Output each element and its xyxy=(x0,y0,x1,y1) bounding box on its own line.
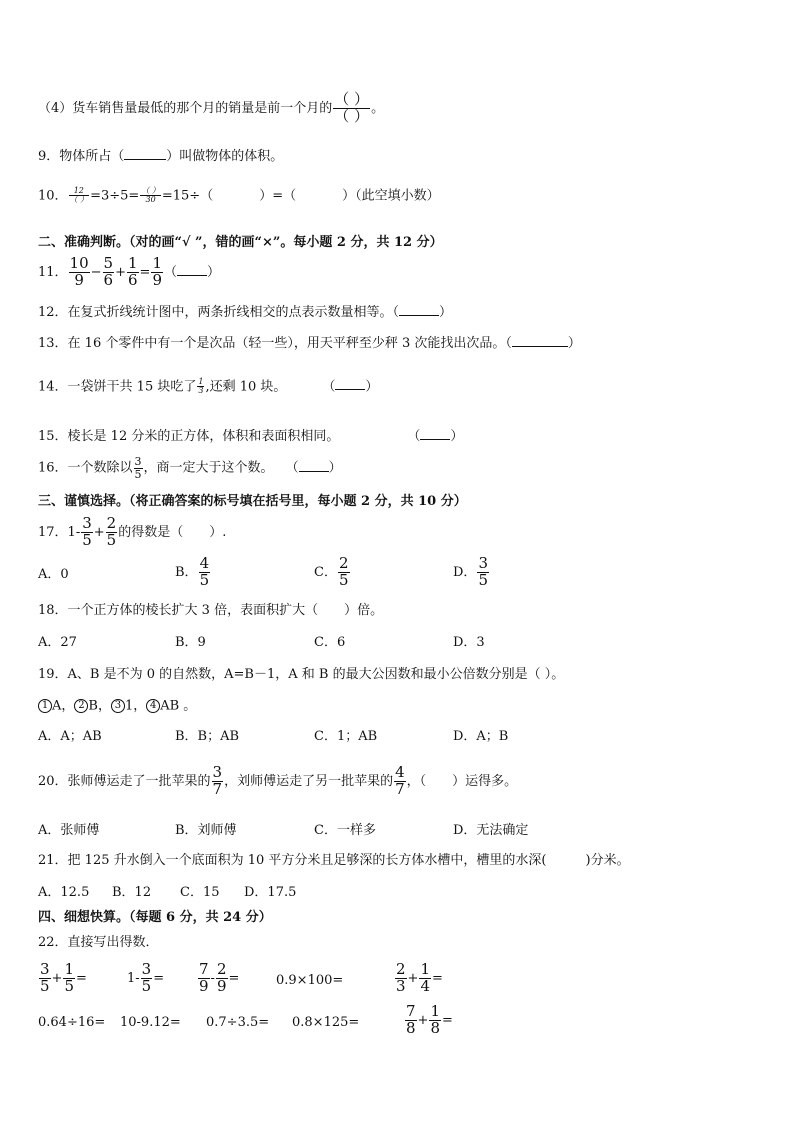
q11-fraction-d: $\frac{1}{9}$ xyxy=(152,254,162,289)
circled-number-3: 3 xyxy=(111,699,125,713)
circled-number-1: 1 xyxy=(38,699,52,713)
calc-1-3: $\frac{7}{9}$ - $\frac{2}{9}$ = xyxy=(199,960,240,995)
q20-option-c[interactable]: C．一样多 xyxy=(314,823,376,838)
q21-option-c[interactable]: C．15 xyxy=(180,885,220,900)
question-22: 22．直接写出得数． xyxy=(38,935,159,950)
q8-4-fraction: （ ） （ ） xyxy=(334,90,370,125)
q19-option-d[interactable]: D．A；B xyxy=(453,729,509,744)
question-8-4: （4）货车销售量最低的那个月的销量是前一个月的 （ ） （ ） 。 xyxy=(38,90,385,125)
q11-fraction-b: $\frac{5}{6}$ xyxy=(103,254,114,289)
question-16: 16．一个数除以 $\frac{3}{5}$ ，商一定大于这个数。 （ ） xyxy=(38,455,342,481)
question-18: 18．一个正方体的棱长扩大 3 倍，表面积扩大（ ）倍。 xyxy=(38,603,384,618)
q9-answer-blank[interactable] xyxy=(124,148,166,160)
question-12: 12．在复式折线统计图中，两条折线相交的点表示数量相等。（ ） xyxy=(38,305,453,320)
q20-option-a[interactable]: A．张师傅 xyxy=(38,823,100,838)
q20-fraction-a: $\frac{3}{7}$ xyxy=(212,763,223,798)
section-4-heading: 四、细想快算。（每题 6 分，共 24 分） xyxy=(38,910,272,925)
calc-1-2: 1- $\frac{3}{5}$ = xyxy=(127,960,165,995)
q11-fraction-a: $\frac{10}{9}$ xyxy=(69,254,89,289)
q21-option-b[interactable]: B．12 xyxy=(112,885,152,900)
calc-1-5: $\frac{2}{3}$ + $\frac{1}{4}$ = xyxy=(396,960,443,995)
q21-option-a[interactable]: A．12.5 xyxy=(38,885,90,900)
q20-option-d[interactable]: D．无法确定 xyxy=(453,823,529,838)
circled-number-4: 4 xyxy=(146,699,160,713)
q19-items: 1 A， 2 B， 3 1， 4 AB 。 xyxy=(38,699,196,713)
calc-2-2: 10-9.12= xyxy=(120,1015,181,1030)
q19-option-a[interactable]: A．A；AB xyxy=(38,729,102,744)
question-10: 10． 12 （ ） =3÷5= （ ） 30 =15÷（ ）=（ ）（此空填小数） xyxy=(38,186,440,205)
question-14: 14．一袋饼干共 15 块吃了 $\frac{1}{3}$ ,还剩 10 块。 （ ） xyxy=(38,377,379,396)
q11-fraction-c: $\frac{1}{6}$ xyxy=(128,254,138,289)
calc-2-5: $\frac{7}{8}$ + $\frac{1}{8}$ = xyxy=(406,1002,453,1037)
question-20: 20．张师傅运走了一批苹果的 $\frac{3}{7}$ ，刘师傅运走了另一批苹果的 $\frac{4}{7}$ ，（ ）运得多。 xyxy=(38,763,518,798)
q17-option-a[interactable]: A．0 xyxy=(38,567,69,582)
question-17: 17．1- $\frac{3}{5}$ + $\frac{2}{5}$ 的得数是（ ）. xyxy=(38,514,227,549)
q11-answer-blank[interactable] xyxy=(177,264,207,276)
q17-fraction-b: $\frac{2}{5}$ xyxy=(106,514,117,549)
q18-option-d[interactable]: D．3 xyxy=(453,635,485,650)
circled-number-2: 2 xyxy=(74,699,88,713)
q13-answer-blank[interactable] xyxy=(512,335,568,347)
q14-fraction: $\frac{1}{3}$ xyxy=(198,377,204,396)
q21-option-d[interactable]: D．17.5 xyxy=(244,885,297,900)
q10-fraction-1: 12 （ ） xyxy=(69,186,89,205)
calc-1-1: $\frac{3}{5}$ + $\frac{1}{5}$ = xyxy=(40,960,87,995)
q16-fraction: $\frac{3}{5}$ xyxy=(134,455,142,481)
section-3-heading: 三、谨慎选择。（将正确答案的标号填在括号里，每小题 2 分，共 10 分） xyxy=(38,494,467,509)
q17-option-b[interactable]: B． $\frac{4}{5}$ xyxy=(175,554,210,589)
q18-option-c[interactable]: C．6 xyxy=(314,635,346,650)
question-19: 19．A、B 是不为 0 的自然数，A=B－1，A 和 B 的最大公因数和最小公倍数分别是（ ）。 xyxy=(38,667,565,682)
q20-fraction-b: $\frac{4}{7}$ xyxy=(395,763,405,798)
question-13: 13．在 16 个零件中有一个是次品（轻一些），用天平秤至少秤 3 次能找出次品。（ ） xyxy=(38,336,581,351)
q17-option-d[interactable]: D． $\frac{3}{5}$ xyxy=(453,554,488,589)
calc-2-4: 0.8×125= xyxy=(292,1015,360,1030)
q19-option-c[interactable]: C．1；AB xyxy=(314,729,378,744)
calc-2-3: 0.7÷3.5= xyxy=(206,1015,270,1030)
q20-option-b[interactable]: B．刘师傅 xyxy=(175,823,237,838)
question-21: 21．把 125 升水倒入一个底面积为 10 平方分米且足够深的长方体水槽中，槽里的水深( )分米。 xyxy=(38,853,630,868)
q18-option-a[interactable]: A．27 xyxy=(38,635,77,650)
question-11: 11． $\frac{10}{9}$ − $\frac{5}{6}$ + $\frac{1}{6}$ = $\frac{1}{9}$ （ ） xyxy=(38,254,221,289)
q10-fraction-2: （ ） 30 xyxy=(141,186,160,205)
q16-answer-blank[interactable] xyxy=(299,460,329,472)
q12-answer-blank[interactable] xyxy=(399,304,439,316)
calc-1-4: 0.9×100= xyxy=(276,973,344,988)
section-2-heading: 二、准确判断。（对的画“√ ”，错的画“×”。每小题 2 分，共 12 分） xyxy=(38,235,443,250)
calc-2-1: 0.64÷16= xyxy=(38,1015,106,1030)
question-9: 9．物体所占（ ）叫做物体的体积。 xyxy=(38,149,284,164)
q17-option-c[interactable]: C． $\frac{2}{5}$ xyxy=(314,554,349,589)
q17-fraction-a: $\frac{3}{5}$ xyxy=(82,514,92,549)
q19-option-b[interactable]: B．B；AB xyxy=(175,729,240,744)
q18-option-b[interactable]: B．9 xyxy=(175,635,206,650)
q8-4-text: （4）货车销售量最低的那个月的销量是前一个月的 xyxy=(38,100,333,116)
question-15: 15．棱长是 12 分米的正方体，体积和表面积相同。 （ ） xyxy=(38,429,464,444)
q14-answer-blank[interactable] xyxy=(335,378,365,390)
q15-answer-blank[interactable] xyxy=(420,428,450,440)
